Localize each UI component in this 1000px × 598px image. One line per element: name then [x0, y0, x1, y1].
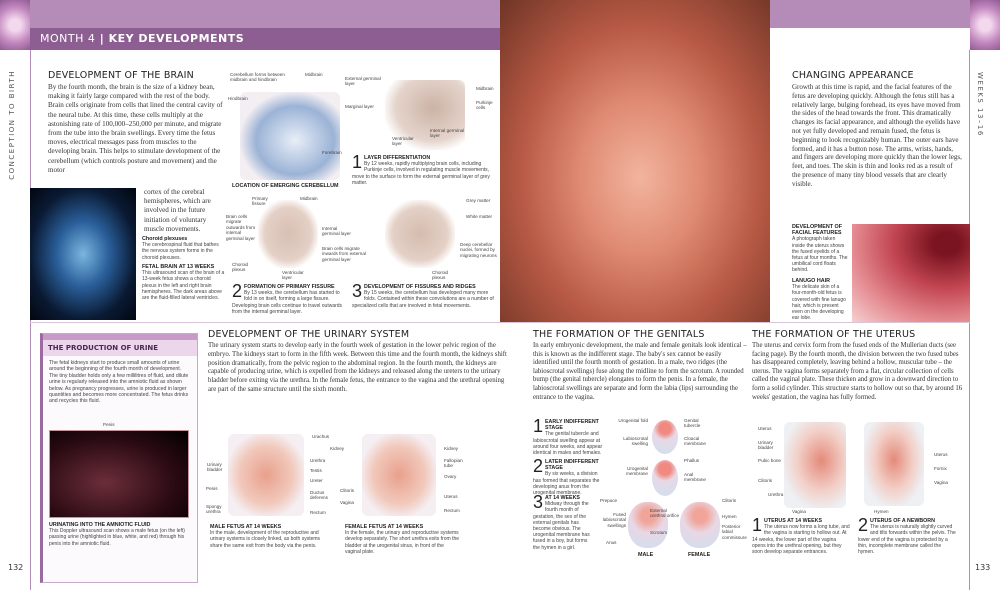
step-title: LATER INDIFFERENT STAGE: [545, 459, 599, 472]
step-number: 1: [752, 515, 763, 535]
doppler-caption-title: URINATING INTO THE AMNIOTIC FLUID: [49, 522, 151, 528]
diagram-label: Clitoris: [340, 488, 355, 493]
diagram-label: Purkinje cells: [476, 100, 493, 111]
uterus-newborn-diagram: [864, 422, 924, 506]
diagram-label: Urethra: [768, 492, 784, 497]
brain-step-3: [352, 281, 497, 309]
male-urinary-diagram: [228, 434, 304, 516]
step-number: 1: [352, 152, 363, 172]
rosette-image-left: [0, 0, 30, 50]
step-text: The uterus now forms a long tube, and the vagina is starting to hollow out. At 14 weeks, the lower part of the vagina opens into the urethral opening, but they soon develop separate entrances.: [752, 524, 850, 556]
diagram-label: Deep cerebellar nuclei, formed by migrating neurons: [460, 242, 497, 258]
diagram-label: Uterus: [444, 494, 458, 499]
diagram-label: Cloacal membrane: [684, 436, 706, 447]
step-title: FORMATION OF PRIMARY FISSURE: [244, 284, 335, 290]
scan-caption: [142, 264, 226, 301]
male-caption-title: MALE FETUS AT 14 WEEKS: [210, 524, 282, 530]
diagram-label: Vagina: [340, 500, 354, 505]
choroid-caption: [142, 236, 226, 261]
facial-features-caption: [792, 224, 848, 274]
primary-fissure-diagram: [258, 200, 318, 268]
diagram-label: Midbrain: [305, 72, 323, 77]
diagram-label: Posterior labial commissure: [722, 524, 747, 540]
early-stage-diagram: [652, 420, 678, 454]
diagram-label: Hindbrain: [228, 96, 248, 101]
urinary-body: The urinary system starts to develop early in the fourth week of gestation in the lower pelvic region of the embryo. The kidneys start to form in the fifth week. Between this time and the fourth month, the kidneys shift position dramatically, from the pelvic region to the abdominal region. In the fourth month, the kidneys are capable of producing urine, which is expelled from the kidneys and released along the ureters to the urinary bladder before exiting via the urethra. In the female fetus, the entrance to the vagina and the urethral opening are part of the same structure until the sixth month.: [208, 342, 507, 393]
urine-production-box: [40, 333, 198, 583]
step-number: 2: [232, 281, 243, 301]
uterus-14-weeks-diagram: [784, 422, 846, 508]
female-genitals-diagram: [680, 502, 720, 548]
male-caption-text: In the male, development of the reproductive and urinary systems is closely linked, as both systems share the same exit from the body via the penis.: [210, 530, 321, 549]
diagram-label: Grey matter: [466, 198, 491, 203]
diagram-label: Marginal layer: [345, 104, 374, 109]
female-label: [688, 552, 710, 558]
location-caption-title: LOCATION OF EMERGING CEREBELLUM: [232, 183, 339, 189]
diagram-label: Urogenital fold: [618, 418, 648, 423]
diagram-label: Hymen: [722, 514, 737, 519]
step-number: 1: [533, 416, 544, 436]
diagram-label: Kidney: [330, 446, 345, 451]
diagram-label: Brain cells migrate inwards from external germinal layer: [322, 246, 366, 262]
diagram-label: Penis: [206, 486, 218, 491]
genitals-body: In early embryonic development, the male and female genitals look identical – this is known as the indifferent stage. The baby's sex cannot be easily identified until the fourth month of gestation. In a male, two ridges (the labioscrotal swellings) fuse along the midline to form the scrotum. A rounded bump (the genital tubercle) elongates to form the penis. In a female, the labioscrotal swellings are separate and form the labia (lips) surrounding the entrance to the vagina.: [533, 342, 747, 401]
diagram-label: Rectum: [310, 510, 326, 515]
step-number: 2: [533, 456, 544, 476]
diagram-label: Midbrain: [300, 196, 318, 201]
later-stage-diagram: [652, 460, 678, 496]
location-caption: [232, 183, 339, 189]
male-label: [638, 552, 653, 558]
diagram-label: Clitoris: [758, 478, 773, 483]
page-number-left: 132: [8, 563, 24, 572]
fissures-ridges-diagram: [385, 200, 455, 268]
step-number: 3: [352, 281, 363, 301]
uterus-step-1: [752, 515, 850, 556]
diagram-label: Vagina: [792, 509, 806, 514]
running-head-right: WEEKS 13–16: [976, 72, 984, 137]
diagram-label: Uterus: [758, 426, 772, 431]
choroid-caption-title: Choroid plexuses: [142, 236, 188, 242]
diagram-label: Scrotum: [650, 530, 668, 535]
step-number: 2: [858, 515, 869, 535]
diagram-label: Midbrain: [476, 86, 494, 91]
fetal-brain-ultrasound: [30, 188, 136, 320]
diagram-label: Urinary bladder: [207, 462, 223, 473]
lanugo-caption: [792, 278, 848, 321]
lanugo-caption-text: The delicate skin of a four-month-old fetus is covered with fine lanugo hair, which is present even on the developing ear lobe.: [792, 284, 846, 322]
diagram-label: Spongy urethra: [206, 504, 222, 515]
diagram-label: Hymen: [874, 509, 889, 514]
diagram-label: Testis: [310, 468, 322, 473]
section-divider: [30, 322, 970, 323]
step-text: By six weeks, a division has formed that separates the developing anus from the urogenital membrane.: [533, 471, 600, 497]
appearance-title: CHANGING APPEARANCE: [792, 70, 914, 81]
urine-box-title: THE PRODUCTION OF URINE: [43, 340, 197, 356]
diagram-label: Prepuce: [600, 498, 618, 503]
female-diagram-label: FEMALE: [688, 552, 711, 558]
uterus-step-2: [858, 515, 956, 556]
diagram-label: Primary fissure: [252, 196, 268, 207]
uterus-body: The uterus and cervix form from the fused ends of the Mullerian ducts (see facing page). By the fourth month, the division between the two fused tubes has disappeared completely, leaving behind a hollow, muscular tube – the uterus. The vagina forms separately from a flat, circular collection of cells called the vaginal plate. These thicken and grow in a downward direction to form a solid cylinder. This structure starts to hollow out so that, by around 16 weeks' gestation, the vagina has fully formed.: [752, 342, 963, 401]
diagram-label: Urogenital membrane: [626, 466, 648, 477]
genitals-title: THE FORMATION OF THE GENITALS: [533, 329, 705, 340]
diagram-label: Cerebellum forms between midbrain and hindbrain: [230, 72, 285, 83]
diagram-label: External urethral orifice: [650, 508, 680, 519]
facial-caption-text: A photograph taken inside the uterus shows the fused eyelids of a fetus at four months. The umbilical cord floats behind.: [792, 236, 848, 274]
diagram-label: Ventricular layer: [282, 270, 304, 281]
genitals-step-3: [533, 492, 591, 551]
doppler-caption-text: This Doppler ultrasound scan shows a male fetus (on the left) passing urine (highlighted in blue, white, and red) through his penis into the amniotic fluid.: [49, 528, 185, 547]
diagram-label: Ductus deferens: [310, 490, 328, 501]
section-header: MONTH 4 | KEY DEVELOPMENTS: [30, 28, 500, 50]
diagram-label: Fornix: [934, 466, 947, 471]
diagram-label: Urethra: [310, 458, 326, 463]
diagram-label: Choroid plexus: [232, 262, 249, 273]
step-title: UTERUS OF A NEWBORN: [870, 518, 935, 524]
rosette-image-right: [970, 0, 1000, 50]
diagram-label: Kidney: [444, 446, 459, 451]
diagram-label: Ureter: [310, 478, 323, 483]
male-diagram-label: MALE: [638, 552, 654, 558]
diagram-label: Phallus: [684, 458, 700, 463]
facial-caption-title: DEVELOPMENT OF FACIAL FEATURES: [792, 224, 843, 237]
urinary-section: [208, 329, 508, 395]
diagram-label: Internal germinal layer: [430, 128, 465, 139]
step-text: The genital tubercle and labioscrotal swelling appear at around four weeks, and appear identical in males and females.: [533, 431, 603, 457]
female-caption-text: In the female, the urinary and reproductive systems develop separately. The short urethra exits from the bladder at the urogenital sinus, in front of the vaginal plate.: [345, 530, 460, 555]
doppler-scan: [49, 430, 189, 518]
brain-step-1: [352, 152, 492, 186]
diagram-label: Ventricular layer: [392, 136, 414, 147]
header-month: MONTH 4: [40, 32, 96, 45]
diagram-label: Rectum: [444, 508, 460, 513]
diagram-label: Forebrain: [322, 150, 342, 155]
step-title: DEVELOPMENT OF FISSURES AND RIDGES: [364, 284, 476, 290]
appearance-section: [792, 70, 962, 189]
diagram-label: Anal membrane: [684, 472, 706, 483]
appearance-body: Growth at this time is rapid, and the facial features of the fetus are developing quickly. Although the fetus still has a relatively large, bulging forehead, its eyes have moved from the sides of the head towards the front. This dramatically changes its facial appearance, and although the eyelids have not yet fully developed and remain fused, the fetus is beginning to look recognizably human. The outer ears have formed, and it has a button nose. The arms, wrists, hands, and fingers are developing more quickly than the lower legs, feet, and toes. The skin is thin and looks red as a result of the presence of many tiny blood vessels that are clearly visible.: [792, 83, 962, 188]
diagram-label: Choroid plexus: [432, 270, 449, 281]
diagram-label: Pubic bone: [758, 458, 781, 463]
diagram-label: Vagina: [934, 480, 948, 485]
step-text: The uterus is naturally slightly curved and tilts forwards within the pelvis. The lower end of the vagina is protected by a thin, incomplete membrane called the hymen.: [858, 524, 956, 556]
cerebellum-location-diagram: [240, 92, 340, 180]
diagram-label: Genital tubercle: [684, 418, 701, 429]
diagram-label: Uterus: [934, 452, 948, 457]
urinary-title: DEVELOPMENT OF THE URINARY SYSTEM: [208, 329, 410, 340]
diagram-label: External germinal layer: [345, 76, 381, 87]
brain-title: DEVELOPMENT OF THE BRAIN: [48, 70, 194, 81]
diagram-label: Clitoris: [722, 498, 737, 503]
diagram-label: Ovary: [444, 474, 457, 479]
scan-caption-text: This ultrasound scan of the brain of a 13-week fetus shows a choroid plexus in the left and right brain hemispheres. The dark areas above are the fluid-filled lateral ventricles.: [142, 270, 225, 302]
genitals-step-1: [533, 416, 605, 457]
female-fetus-caption: [345, 524, 460, 555]
lanugo-caption-title: LANUGO HAIR: [792, 278, 831, 284]
female-caption-title: FEMALE FETUS AT 14 WEEKS: [345, 524, 424, 530]
left-margin-rule: [30, 50, 31, 590]
step-text: By 15 weeks, the cerebellum has developed many more folds. Contained within these convolutions are a number of specialized cells that are involved in fetal movements.: [352, 290, 494, 309]
step-title: LAYER DIFFERENTIATION: [364, 155, 431, 161]
brain-body: By the fourth month, the brain is the size of a kidney bean, making it fairly large compared with the rest of the body. Brain cells originate from cells that lined the central cavity of the neural tube. At this time, these cells multiply at the astonishing rate of 100,000–250,000 per minute, and migrate from the tube into the brain swellings. Every time the fetus moves, electrical messages pass from muscles to the developing brain. This helps to stimulate development of the cerebellum (which controls posture and movement) and the motor: [48, 83, 223, 174]
step-text: By 12 weeks, rapidly multiplying brain cells, including Purkinje cells, involved in regulating muscle movements, move to the surface to form the external germinal layer of grey matter.: [352, 161, 490, 186]
diagram-label: Fused labioscrotal swellings: [602, 512, 626, 528]
step-text: Midway through the fourth month of gestation, the sex of the external genitals has become obvious. The urogenital membrane has fused in a boy, but forms the hymen in a girl.: [533, 501, 590, 551]
female-urinary-diagram: [362, 434, 436, 516]
page-number-right: 133: [975, 563, 991, 572]
uterus-title: THE FORMATION OF THE UTERUS: [752, 329, 916, 340]
scan-caption-title: FETAL BRAIN AT 13 WEEKS: [142, 264, 215, 270]
diagram-label: White matter: [466, 214, 493, 219]
genitals-step-2: [533, 456, 605, 497]
choroid-caption-text: The cerebrospinal fluid that bathes the nervous system forms in the choroid plexuses.: [142, 242, 219, 261]
step-title: UTERUS AT 14 WEEKS: [764, 518, 822, 524]
diagram-label: Internal germinal layer: [322, 226, 351, 237]
step-text: By 13 weeks, the cerebellum has started to fold in on itself, forming a large fissure. Developing brain cells continue to travel outwards from the internal germinal layer.: [232, 290, 343, 315]
brain-step-2: [232, 281, 346, 315]
step-title: EARLY INDIFFERENT STAGE: [545, 419, 599, 432]
step-title: AT 14 WEEKS: [545, 495, 580, 501]
diagram-label: Fallopian tube: [444, 458, 463, 469]
fetus-face-photo: [500, 0, 770, 322]
diagram-label: Urachus: [312, 434, 330, 439]
header-title: KEY DEVELOPMENTS: [108, 32, 245, 45]
brain-section: [48, 70, 226, 175]
diagram-label: Anus: [606, 540, 617, 545]
male-fetus-caption: [210, 524, 325, 549]
penis-label: Penis: [103, 422, 115, 427]
uterus-section: [752, 329, 964, 402]
doppler-caption: [49, 522, 194, 547]
urine-box-body: The fetal kidneys start to produce small amounts of urine around the beginning of the fourth month of development. The tiny bladder holds only a few millilitres of fluid, and dilute urine is regularly released into the amniotic fluid as shown below. As pregnancy progresses, urine is produced in larger quantities and becomes more concentrated. The fetus drinks and recycles this fluid.: [49, 360, 189, 405]
diagram-label: Brain cells migrate outwards from internal germinal layer: [226, 214, 256, 241]
brain-body-cont: cortex of the cerebral hemispheres, which are involved in the future initiation of voluntary muscle movements.: [144, 188, 211, 233]
diagram-label: Labioscrotal swelling: [623, 436, 648, 447]
genitals-section: [533, 329, 748, 402]
running-head-left: CONCEPTION TO BIRTH: [8, 70, 16, 180]
diagram-label: Urinary bladder: [758, 440, 774, 451]
fused-eyelid-photo: [852, 224, 970, 322]
step-number: 3: [533, 492, 544, 512]
